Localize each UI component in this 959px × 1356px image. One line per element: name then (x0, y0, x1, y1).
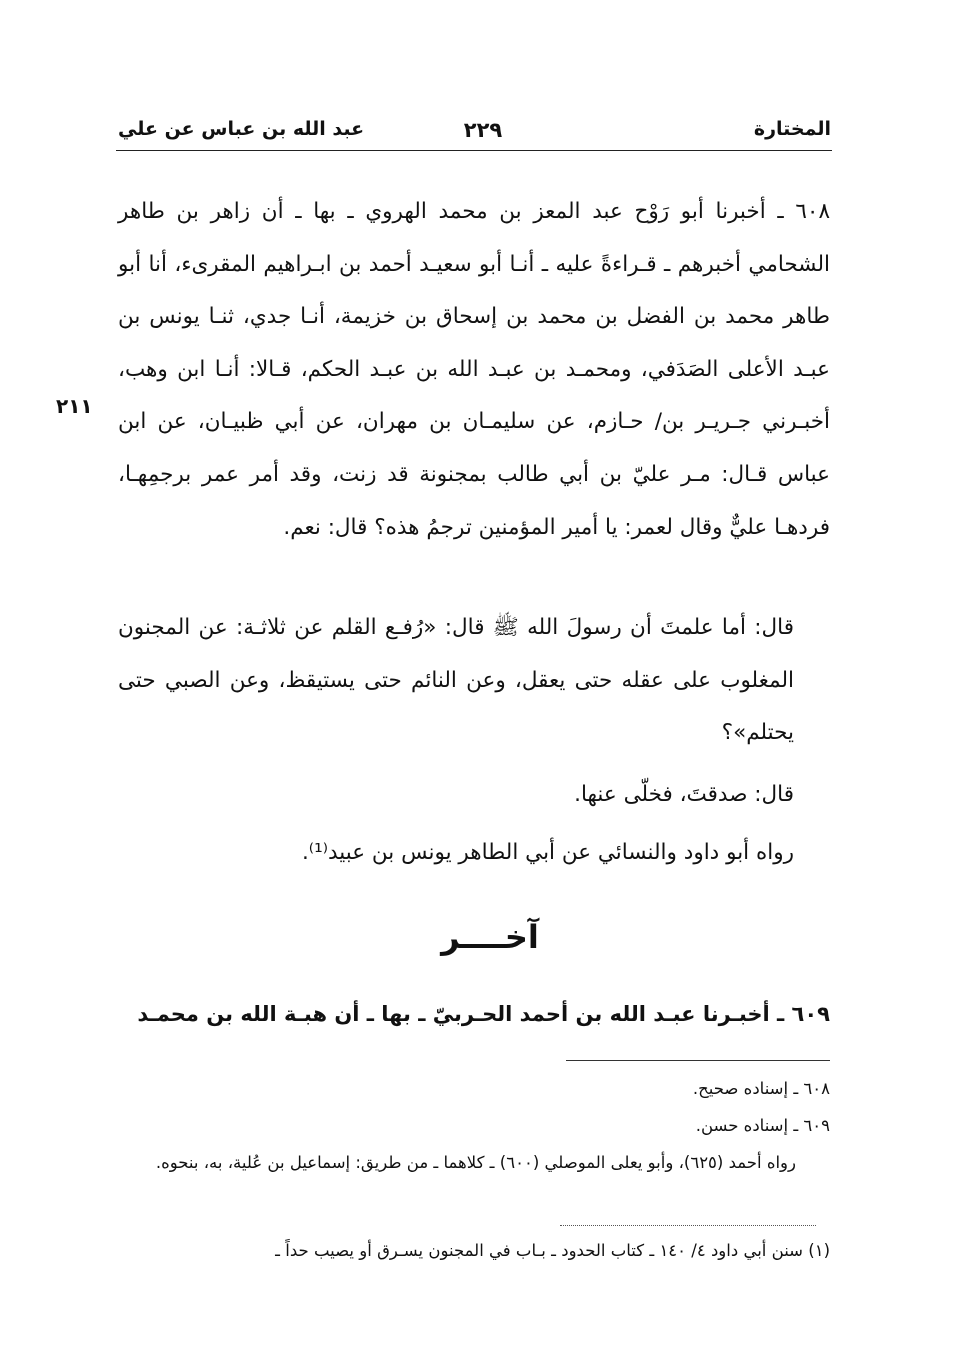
hadith-609-block (118, 988, 830, 1041)
paragraph-3-block (118, 769, 830, 822)
footnotes-block (118, 1070, 830, 1181)
margin-page-note: ٢١١ (56, 394, 93, 418)
paragraph-2-text: قال: أما علمتَ أن رسولَ الله ﷺ قال: «رُفـع القلم عن ثلاثـة: عن المجنون المغلوب على عقله حتى يعقل، وعن النائم حتى يستيقظ، وعن الصبي حتى يحتلم»؟ (118, 615, 794, 746)
footnote-609-detail: رواه أحمد (٦٢٥)، وأبو يعلى الموصلي (٦٠٠) ـ كلاهما ـ من طريق: إسماعيل بن عُلية، به، بنحوه. (155, 1153, 796, 1172)
footnote-rule (566, 1060, 830, 1061)
footnote-609: ٦٠٩ ـ إسناده حسن. (695, 1116, 830, 1135)
running-header-book-title: المختارة (753, 118, 831, 140)
paragraph-4-block (118, 827, 830, 880)
header-rule (116, 150, 832, 151)
paragraph-3-text: قال: صدقتَ، فخلّى عنها. (574, 782, 794, 807)
hadith-608-text: ٦٠٨ ـ أخبرنا أبو رَوْح عبد المعز بن محمد الهروي ـ بها ـ أن زاهر بن طاهر الشحامي أخبرهم ـ قـراءةً عليه ـ أنـا أبو سعيـد أحمد بن ابـراهيم المقرىء، أنا أبو طاهر محمد بن الفضل بن محمد بن إسحاق بن خزيمة، أنـا جدي، ثنـا يونس بن عبـد الأعلى الصَدَفي، ومحمـد بن عبـد الله بن عبـد الحكم، قـالا: أنـا ابن وهب، أخبـرني جـريـر بن/ حـازم، عن سليمـان بن مهران، عن أبي ظبيـان، عن ابن عباس قـال: مـر عليّ بن أبي طالب بمجنونة قد زنت، وقد أمر عمر برجمِهـا، فردهـا عليٌّ وقال لعمر: يا أمير المؤمنين ترجمُ هذه؟ قال: نعم. (118, 199, 830, 540)
paragraph-2-block (118, 602, 830, 760)
footnote-dotted-rule (560, 1225, 816, 1226)
hadith-609-text: ٦٠٩ ـ أخبـرنا عبـد الله بن أحمد الحـربيّ ـ بها ـ أن هبـة الله بن محمـد (137, 1002, 830, 1026)
running-header-chapter-title: عبد الله بن عباس عن علي (118, 118, 365, 140)
footnote-1-block (100, 1232, 830, 1269)
paragraph-4-text: رواه أبو داود والنسائي عن أبي الطاهر يونس بن عبيد⁽¹⁾. (301, 840, 794, 865)
page-number: ٢٢٩ (463, 118, 503, 142)
footnote-1: (١) سنن أبي داود ٤/ ١٤٠ ـ كتاب الحدود ـ بـاب في المجنون يسـرق أو يصيب حداً ـ (275, 1241, 830, 1260)
footnote-608: ٦٠٨ ـ إسناده صحيح. (692, 1079, 830, 1098)
hadith-608-block (118, 186, 830, 554)
section-heading: آخــــر (441, 918, 539, 956)
